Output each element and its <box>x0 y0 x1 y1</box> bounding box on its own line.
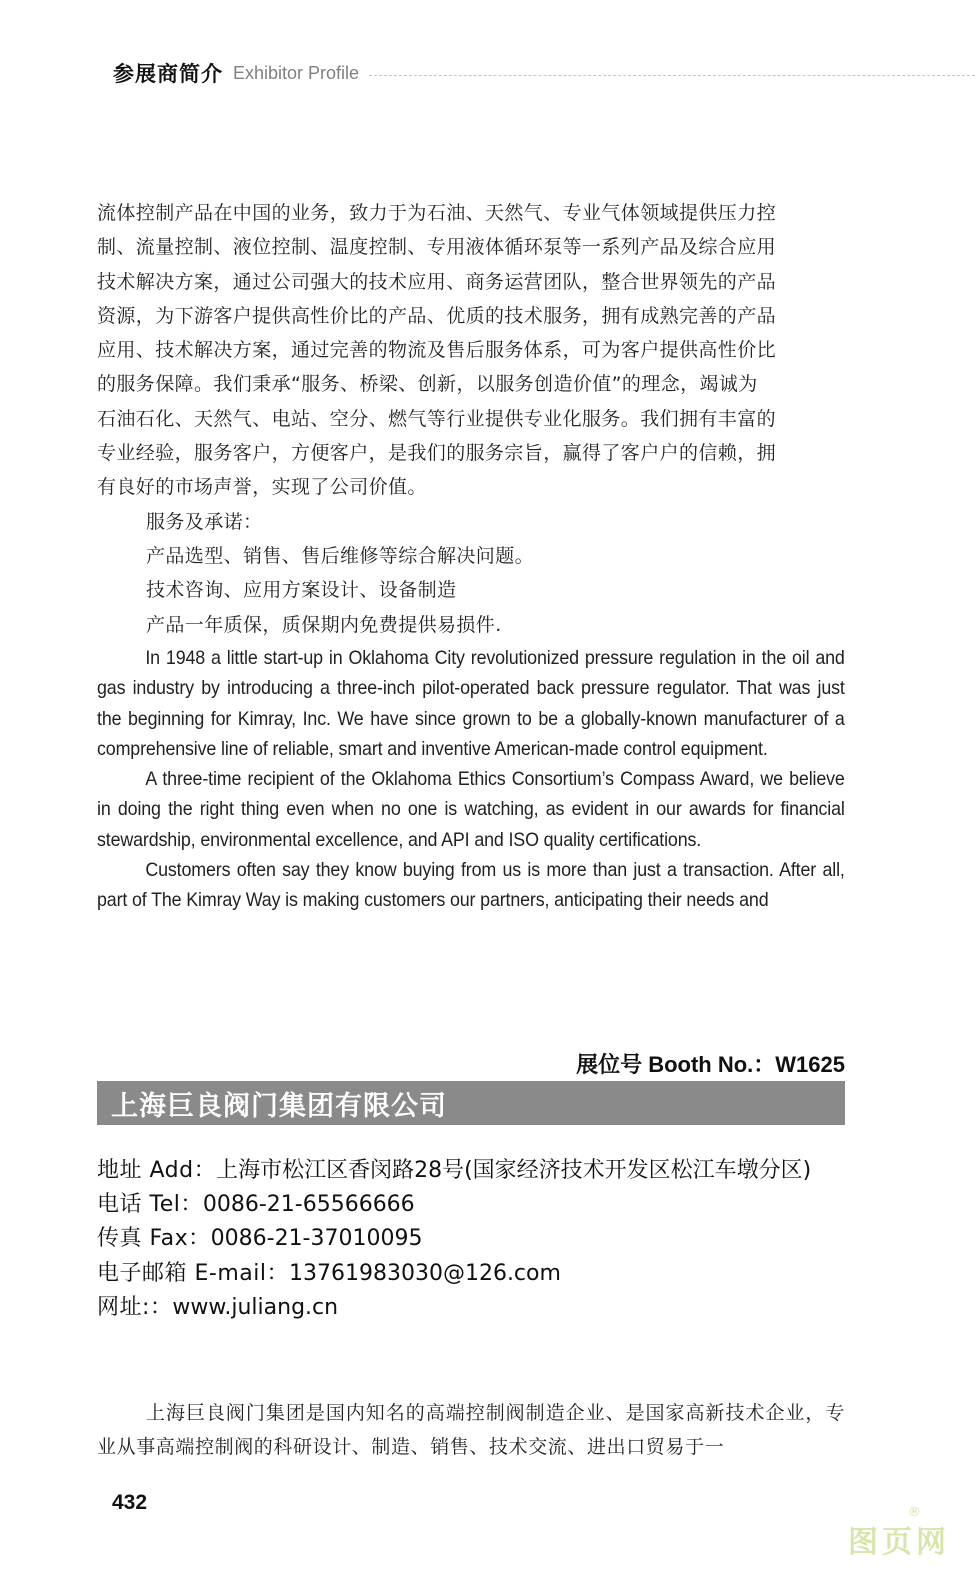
service-item: 产品选型、销售、售后维修等综合解决问题。 <box>146 544 535 567</box>
tel-row <box>97 1188 847 1222</box>
cn-line: 技术解决方案，通过公司强大的技术应用、商务运营团队，整合世界领先的产品 <box>97 270 777 293</box>
en-paragraph: In 1948 a little start-up in Oklahoma City revolutionized pressure regulation in the oil and gas industry by introducing a three-inch pilot-operated back pressure regulator. That was just the beginning for Kimray, Inc. We have since grown to be a globally-known manufacturer of a comprehensive line of reliable, smart and inventive American-made control equipment. <box>97 648 845 760</box>
email-value[interactable]: 13761983030@126.com <box>288 1260 561 1286</box>
cn-line: 流体控制产品在中国的业务，致力于为石油、天然气、专业气体领域提供压力控 <box>97 202 777 224</box>
booth-label: 展位号 Booth No.： <box>576 1052 776 1077</box>
cn-line: 有良好的市场声誉，实现了公司价值。 <box>97 476 427 499</box>
website-label: 网址:： <box>97 1294 173 1320</box>
booth-number <box>576 1048 845 1079</box>
cn-line: 资源，为下游客户提供高性价比的产品、优质的技术服务，拥有成熟完善的产品 <box>97 304 777 327</box>
company-intro <box>97 1396 845 1465</box>
fax-value: 0086-21-37010095 <box>210 1226 423 1252</box>
page-header <box>113 58 975 88</box>
email-row <box>97 1257 847 1291</box>
watermark-logo <box>848 1505 950 1561</box>
registered-mark-icon: ® <box>908 1505 921 1520</box>
website-value[interactable]: www.juliang.cn <box>172 1294 339 1320</box>
service-item: 技术咨询、应用方案设计、设备制造 <box>146 579 457 602</box>
services-title: 服务及承诺： <box>146 510 263 533</box>
previous-company-en-text <box>97 644 845 917</box>
tel-label: 电话 Tel： <box>97 1192 203 1218</box>
booth-value: W1625 <box>775 1052 845 1077</box>
page-number: 432 <box>112 1491 148 1514</box>
email-label: 电子邮箱 E-mail： <box>97 1260 289 1286</box>
en-paragraph: A three-time recipient of the Oklahoma Ethics Consortium’s Compass Award, we believe in doing the right thing even when no one is watching, as evident in our awards for financial stewardship, environmental excellence, and API and ISO quality certifications. <box>97 769 845 851</box>
tel-value: 0086-21-65566666 <box>202 1192 415 1218</box>
fax-row <box>97 1222 847 1256</box>
intro-paragraph: 上海巨良阀门集团是国内知名的高端控制阀制造企业、是国家高新技术企业，专业从事高端控制阀的科研设计、制造、销售、技术交流、进出口贸易于一 <box>97 1402 845 1459</box>
cn-line: 应用、技术解决方案，通过完善的物流及售后服务体系，可为客户提供高性价比 <box>97 339 777 362</box>
website-row <box>97 1291 847 1325</box>
header-title-en: Exhibitor Profile <box>233 62 360 83</box>
company-name: 上海巨良阀门集团有限公司 <box>111 1090 447 1122</box>
header-title-cn: 参展商简介 <box>113 62 223 86</box>
cn-line: 石油石化、天然气、电站、空分、燃气等行业提供专业化服务。我们拥有丰富的 <box>97 407 777 430</box>
service-item: 产品一年质保，质保期内免费提供易损件. <box>146 613 502 636</box>
cn-line: 专业经验，服务客户，方便客户，是我们的服务宗旨，赢得了客户户的信赖，拥 <box>97 442 777 465</box>
contact-details <box>97 1154 847 1325</box>
watermark-text: 图页网 <box>848 1525 950 1560</box>
address-row <box>97 1154 847 1188</box>
header-divider <box>369 75 975 76</box>
cn-line: 制、流量控制、液位控制、温度控制、专用液体循环泵等一系列产品及综合应用 <box>97 236 777 259</box>
cn-line: 的服务保障。我们秉承“服务、桥梁、创新，以服务创造价值”的理念，竭诚为 <box>97 373 758 396</box>
previous-company-cn-text <box>97 196 845 642</box>
en-paragraph: Customers often say they know buying from us is more than just a transaction. After all, part of The Kimray Way is making customers our partners, anticipating their needs and <box>97 860 845 912</box>
fax-label: 传真 Fax： <box>97 1226 211 1252</box>
address-value: 上海市松江区香闵路28号(国家经济技术开发区松江车墩分区) <box>216 1158 812 1183</box>
company-name-band <box>97 1081 845 1125</box>
address-label: 地址 Add： <box>97 1158 217 1183</box>
